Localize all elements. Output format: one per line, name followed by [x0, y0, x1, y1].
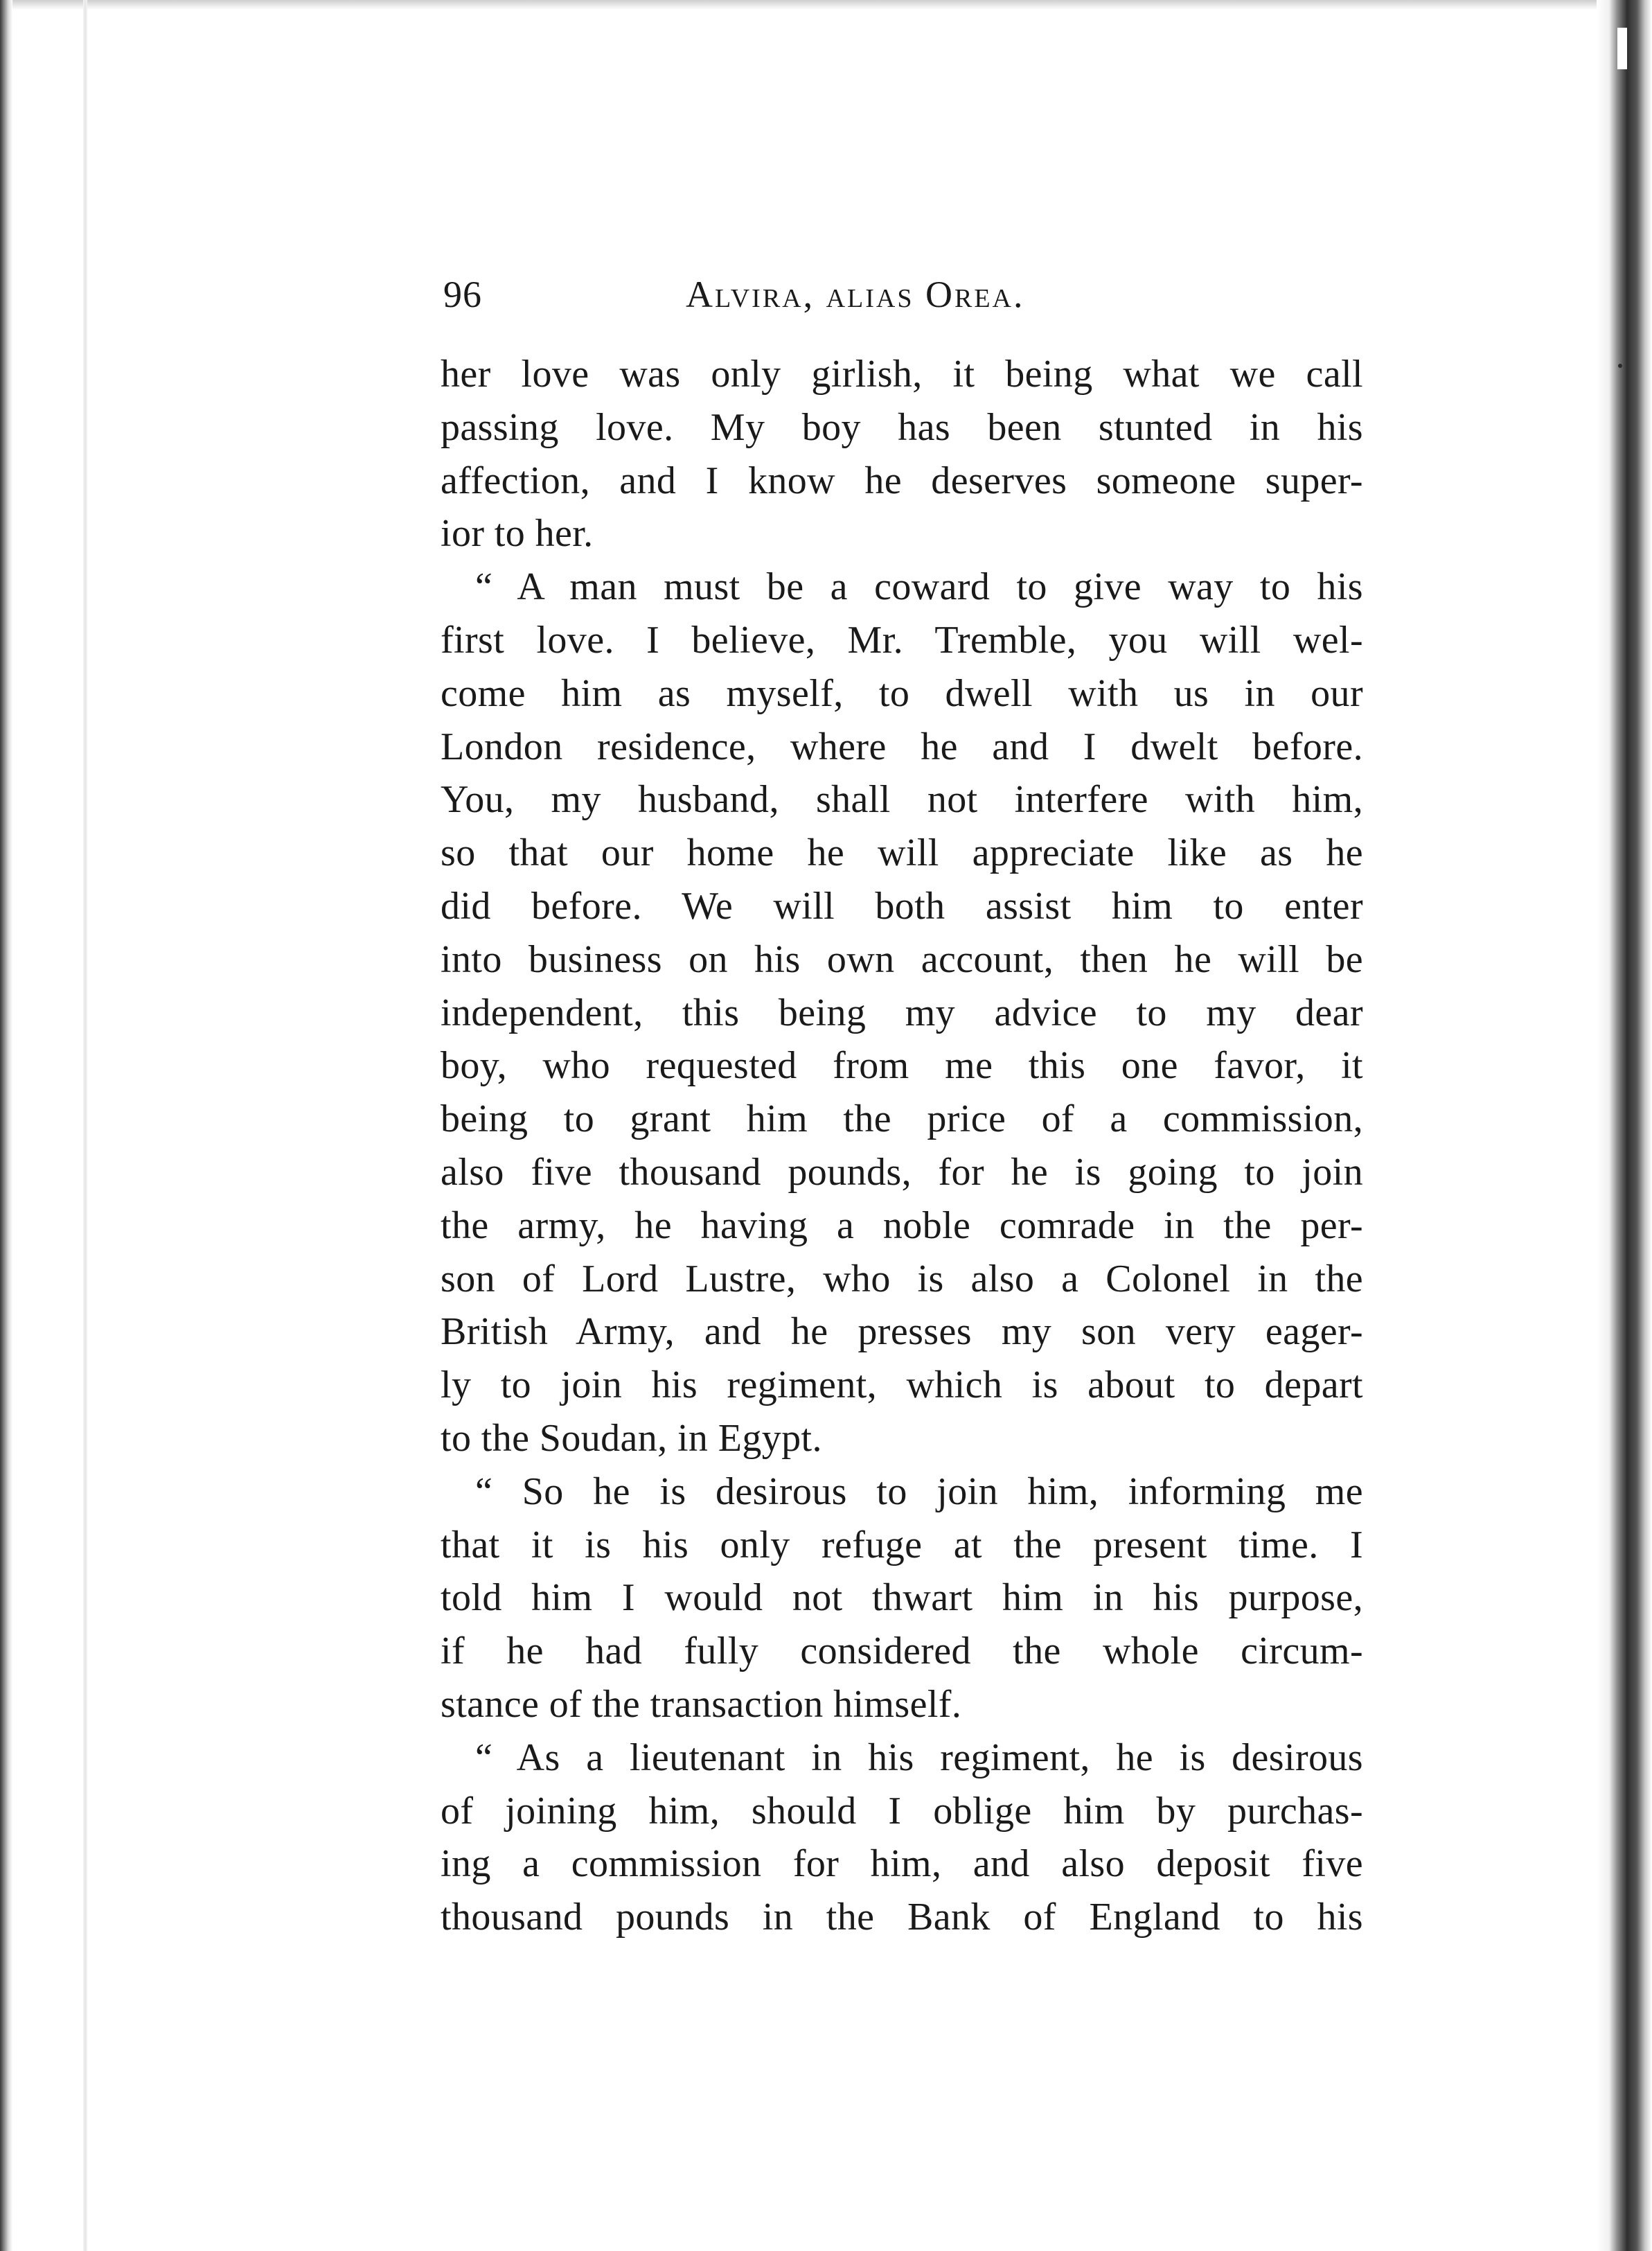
- scan-right-edge: [1597, 0, 1652, 2251]
- text-line: come him as myself, to dwell with us in our: [441, 671, 1363, 715]
- running-title: Alvira, alias Orea.: [686, 274, 1025, 315]
- text-line: also five thousand pounds, for he is going to join: [441, 1150, 1363, 1194]
- running-head: [443, 267, 1365, 322]
- text-line: did before. We will both assist him to enter: [441, 884, 1363, 928]
- text-line: independent, this being my advice to my dear: [441, 991, 1363, 1034]
- text-line: son of Lord Lustre, who is also a Colonel in the: [441, 1257, 1363, 1300]
- text-line: that it is his only refuge at the present time. I: [441, 1523, 1363, 1566]
- text-line: ly to join his regiment, which is about to depart: [441, 1363, 1363, 1407]
- page-number: 96: [443, 274, 482, 315]
- scan-top-edge: [0, 0, 1652, 10]
- text-line: “ As a lieutenant in his regiment, he is desirous: [475, 1736, 1363, 1779]
- text-line: British Army, and he presses my son very eager-: [441, 1310, 1363, 1354]
- text-line: You, my husband, shall not interfere with him,: [441, 778, 1363, 822]
- text-line: first love. I believe, Mr. Tremble, you will wel-: [441, 618, 1363, 662]
- text-line: London residence, where he and I dwelt before.: [441, 725, 1363, 768]
- text-line: to the Soudan, in Egypt.: [441, 1416, 822, 1460]
- text-line: the army, he having a noble comrade in the per-: [441, 1203, 1363, 1247]
- text-line: told him I would not thwart him in his purpose,: [441, 1576, 1363, 1620]
- scan-right-edge-gap: [1617, 28, 1627, 69]
- text-line: so that our home he will appreciate like as he: [441, 831, 1363, 875]
- text-line: ing a commission for him, and also deposit five: [441, 1842, 1363, 1886]
- text-line: passing love. My boy has been stunted in his: [441, 405, 1363, 449]
- text-line: “ A man must be a coward to give way to his: [475, 565, 1363, 609]
- text-line: being to grant him the price of a commission,: [441, 1097, 1363, 1141]
- text-line: her love was only girlish, it being what we call: [441, 353, 1363, 396]
- text-line: affection, and I know he deserves someone super-: [441, 459, 1363, 502]
- text-line: boy, who requested from me this one favor, it: [441, 1044, 1363, 1088]
- scan-speck: [1618, 364, 1622, 368]
- text-line: into business on his own account, then he will be: [441, 937, 1363, 981]
- scan-left-edge: [0, 0, 12, 2251]
- text-line: stance of the transaction himself.: [441, 1682, 962, 1726]
- body-text: [441, 348, 1363, 1944]
- text-line: if he had fully considered the whole circum-: [441, 1630, 1363, 1673]
- text-line: of joining him, should I oblige him by purchas-: [441, 1789, 1363, 1833]
- text-line: thousand pounds in the Bank of England to his: [441, 1896, 1363, 1939]
- text-line: “ So he is desirous to join him, informing me: [475, 1469, 1363, 1513]
- scan-gutter-shadow: [83, 0, 87, 2251]
- text-line: ior to her.: [441, 512, 594, 556]
